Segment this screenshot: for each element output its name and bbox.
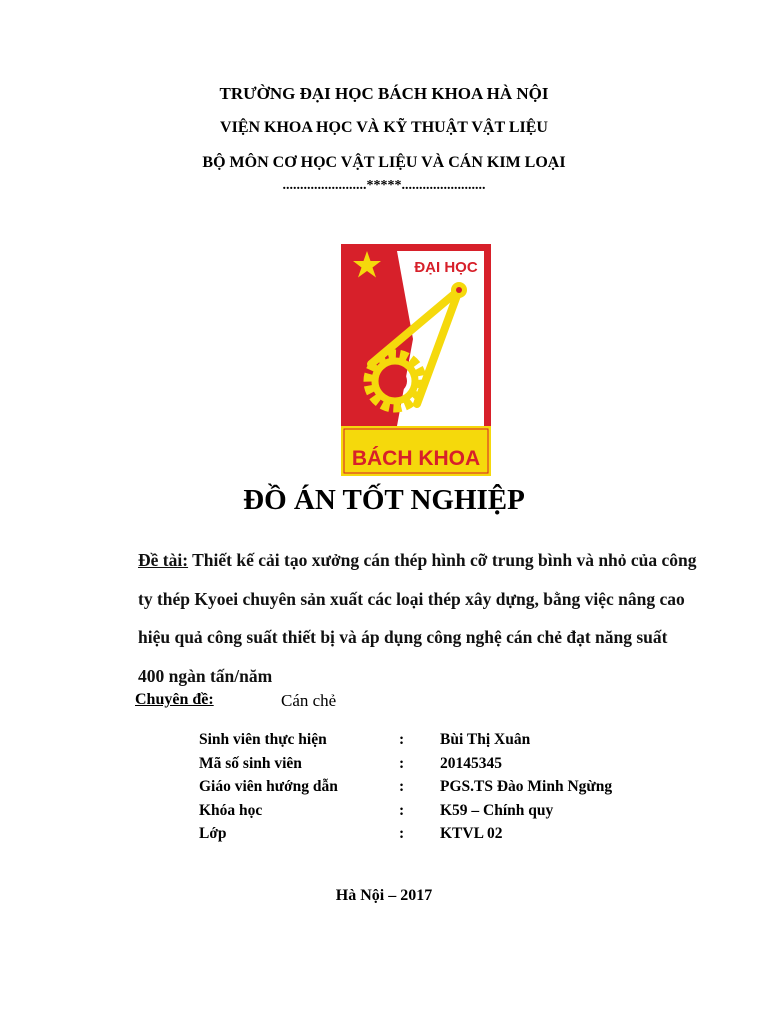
info-colon: : <box>399 731 405 748</box>
info-colon: : <box>399 801 405 819</box>
specialty-label: Chuyên đề: <box>135 691 214 708</box>
info-key: Khóa học <box>199 801 263 819</box>
info-value: Bùi Thị Xuân <box>440 731 531 748</box>
university-name: TRƯỜNG ĐẠI HỌC BÁCH KHOA HÀ NỘI <box>219 84 549 103</box>
info-key: Mã số sinh viên <box>199 754 302 772</box>
department-name: BỘ MÔN CƠ HỌC VẬT LIỆU VÀ CÁN KIM LOẠI <box>202 154 566 171</box>
info-key: Lớp <box>199 825 227 842</box>
place-and-year: Hà Nội – 2017 <box>335 887 433 904</box>
logo-bottom-text: BÁCH KHOA <box>351 447 481 470</box>
info-colon: : <box>399 825 405 842</box>
topic-label: Đề tài: <box>138 550 189 570</box>
specialty-value: Cán chẻ <box>281 691 337 710</box>
topic-block <box>138 541 698 695</box>
info-value: PGS.TS Đào Minh Ngừng <box>440 778 613 795</box>
info-value: 20145345 <box>440 754 502 772</box>
institute-name: VIỆN KHOA HỌC VÀ KỸ THUẬT VẬT LIỆU <box>220 119 548 136</box>
info-value: KTVL 02 <box>440 825 503 842</box>
specialty-row <box>135 691 337 710</box>
document-title: ĐỒ ÁN TỐT NGHIỆP <box>243 484 525 516</box>
topic-text: Thiết kế cải tạo xưởng cán thép hình cỡ trung bình và nhỏ của công ty thép Kyoei chuyên sản xuất các loại thép xây dựng, bằng việc nâng cao hiệu quả công suất thiết bị và áp dụng công nghệ cán chẻ đạt năng suất 400 ngàn tấn/năm <box>138 550 697 686</box>
logo-top-text: ĐẠI HỌC <box>414 259 478 276</box>
info-colon: : <box>399 778 405 795</box>
info-key: Giáo viên hướng dẫn <box>199 778 338 795</box>
header-separator: ........................*****........................ <box>282 178 486 193</box>
university-logo <box>341 244 491 476</box>
info-colon: : <box>399 754 405 772</box>
info-value: K59 – Chính quy <box>440 801 554 819</box>
info-key: Sinh viên thực hiện <box>199 731 327 748</box>
